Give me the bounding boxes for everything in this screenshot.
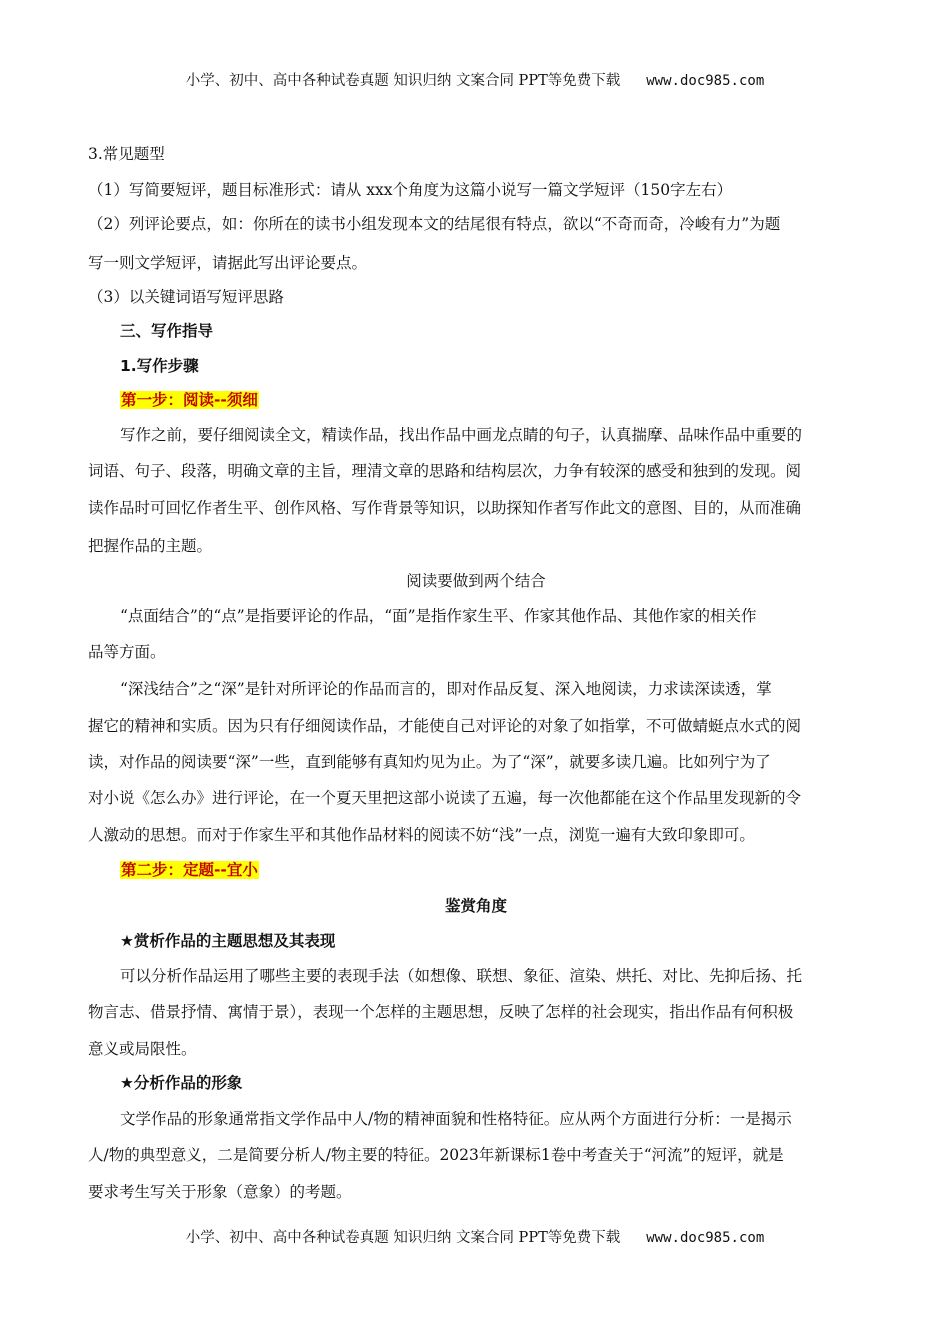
step-one-label bbox=[120, 389, 896, 411]
question-type-1: （1）写简要短评，题目标准形式：请从 xxx个角度为这篇小说写一篇文学短评（150字左右） bbox=[88, 181, 733, 199]
paragraph-line: 文学作品的形象通常指文学作品中人/物的精神面貌和性格特征。应从两个方面进行分析：一是揭示 bbox=[120, 1110, 792, 1128]
centered-subtitle-reading: 阅读要做到两个结合 bbox=[406, 572, 546, 590]
paragraph-line: 品等方面。 bbox=[88, 643, 166, 661]
paragraph-line: 词语、句子、段落，明确文章的主旨，理清文章的思路和结构层次，力争有较深的感受和独到的发现。阅 bbox=[88, 462, 802, 480]
footer-text: 小学、初中、高中各种试卷真题 知识归纳 文案合同 PPT等免费下载 bbox=[185, 1230, 621, 1246]
header-text: 小学、初中、高中各种试卷真题 知识归纳 文案合同 PPT等免费下载 bbox=[185, 73, 621, 89]
paragraph-line: “点面结合”的“点”是指要评论的作品，“面”是指作家生平、作家其他作品、其他作家的相关作 bbox=[120, 607, 757, 625]
paragraph-line: 写作之前，要仔细阅读全文，精读作品，找出作品中画龙点睛的句子，认真揣摩、品味作品中重要的 bbox=[120, 426, 803, 444]
paragraph-line: 人激动的思想。而对于作家生平和其他作品材料的阅读不妨“浅”一点，浏览一遍有大致印象即可。 bbox=[88, 826, 755, 844]
paragraph-line: 握它的精神和实质。因为只有仔细阅读作品，才能使自己对评论的对象了如指掌，不可做蜻蜓点水式的阅 bbox=[88, 717, 802, 735]
paragraph-line: 读，对作品的阅读要“深”一些，直到能够有真知灼见为止。为了“深”，就要多读几遍。比如列宁为了 bbox=[88, 753, 771, 771]
page-footer bbox=[0, 1226, 950, 1247]
subheading-writing-steps: 1.写作步骤 bbox=[120, 357, 199, 375]
centered-subtitle-appreciation: 鉴赏角度 bbox=[444, 897, 507, 915]
step-one-highlight: 第一步：阅读--须细 bbox=[121, 391, 258, 409]
paragraph-line: “深浅结合”之“深”是针对所评论的作品而言的，即对作品反复、深入地阅读，力求读深读透，掌 bbox=[120, 680, 772, 698]
header-url[interactable]: www.doc985.com bbox=[646, 73, 765, 89]
paragraph-line: 把握作品的主题。 bbox=[88, 537, 213, 555]
step-two-highlight: 第二步：定题--宜小 bbox=[121, 861, 258, 879]
paragraph-line: 要求考生写关于形象（意象）的考题。 bbox=[88, 1183, 352, 1201]
paragraph-line: 读作品时可回忆作者生平、创作风格、写作背景等知识，以助探知作者写作此文的意图、目的，从而准确 bbox=[88, 499, 802, 517]
step-two-label bbox=[120, 859, 896, 881]
page-header bbox=[0, 69, 950, 90]
section-heading-question-types: 3.常见题型 bbox=[88, 145, 165, 163]
bullet-heading-theme: ★赏析作品的主题思想及其表现 bbox=[120, 932, 336, 950]
paragraph-line: 物言志、借景抒情、寓情于景），表现一个怎样的主题思想，反映了怎样的社会现实，指出作品有何积极 bbox=[88, 1003, 794, 1021]
bullet-heading-image: ★分析作品的形象 bbox=[120, 1074, 243, 1092]
section-heading-writing-guide: 三、写作指导 bbox=[120, 322, 214, 340]
question-type-2-cont: 写一则文学短评，请据此写出评论要点。 bbox=[88, 254, 368, 272]
footer-url[interactable]: www.doc985.com bbox=[646, 1230, 765, 1246]
paragraph-line: 人/物的典型意义，二是简要分析人/物主要的特征。2023年新课标1卷中考查关于“河流”的短评，就是 bbox=[88, 1146, 784, 1164]
paragraph-line: 意义或局限性。 bbox=[88, 1040, 197, 1058]
question-type-2: （2）列评论要点，如：你所在的读书小组发现本文的结尾很有特点，欲以“不奇而奇，冷峻有力”为题 bbox=[88, 215, 781, 233]
paragraph-line: 对小说《怎么办》进行评论，在一个夏天里把这部小说读了五遍，每一次他都能在这个作品里发现新的令 bbox=[88, 789, 802, 807]
question-type-3: （3）以关键词语写短评思路 bbox=[88, 288, 284, 306]
paragraph-line: 可以分析作品运用了哪些主要的表现手法（如想像、联想、象征、渲染、烘托、对比、先抑后扬、托 bbox=[120, 967, 803, 985]
